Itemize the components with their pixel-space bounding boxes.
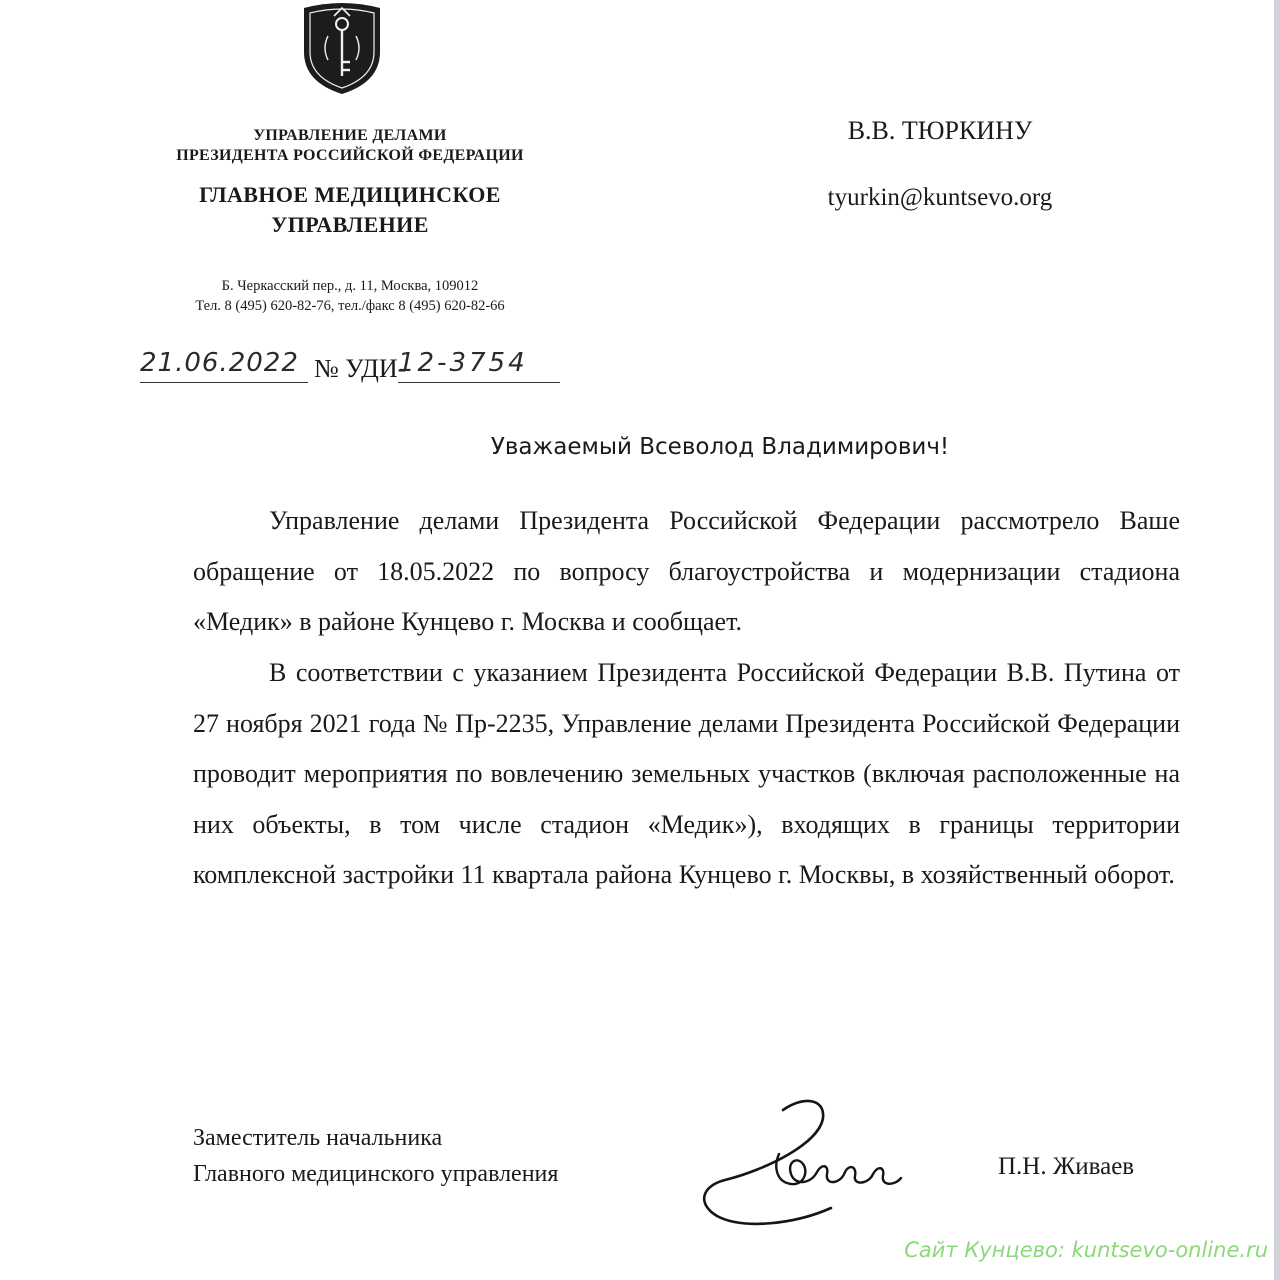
body-paragraph-2: В соответствии с указанием Президента Российской Федерации В.В. Путина от 27 ноября 2021 года № Пр-2235, Управление делами Президента Российской Федерации проводит мероприятия по вовлечению земельных участков (включая расположенные на них объекты, в том числе стадион «Медик»), входящих в границы территории комплексной застройки 11 квартала района Кунцево г. Москвы, в хозяйственный оборот. [193, 658, 1180, 889]
registration-date: 21.06.2022 [140, 348, 299, 378]
org-name [130, 126, 570, 166]
recipient-name: В.В. ТЮРКИНУ [847, 116, 1033, 145]
signer-title-line-1: Заместитель начальника [193, 1125, 443, 1151]
salutation: Уважаемый Всеволод Владимирович! [490, 434, 950, 460]
signer-name: П.Н. Живаев [998, 1153, 1135, 1180]
number-underline [398, 382, 560, 383]
recipient-email: tyurkin@kuntsevo.org [827, 184, 1053, 211]
date-underline [140, 382, 308, 383]
letterhead-contacts [120, 276, 580, 316]
registration-line [140, 348, 580, 392]
coat-of-arms-key-icon [298, 0, 386, 96]
org-name-line-1: УПРАВЛЕНИЕ ДЕЛАМИ [253, 127, 447, 144]
registration-number: 12-3754 [398, 348, 528, 378]
org-name-line-2: ПРЕЗИДЕНТА РОССИЙСКОЙ ФЕДЕРАЦИИ [176, 147, 524, 164]
letterhead-phones: Тел. 8 (495) 620-82-76, тел./факс 8 (495) 620-82-66 [195, 298, 505, 314]
department-name [130, 180, 570, 240]
signer-title [193, 1120, 558, 1192]
body-paragraph-1: Управление делами Президента Российской Федерации рассмотрело Ваше обращение от 18.05.2022 по вопросу благоустройства и модернизации стадиона «Медик» в районе Кунцево г. Москва и сообщает. [193, 506, 1180, 636]
department-name-line-2: УПРАВЛЕНИЕ [271, 212, 429, 237]
site-watermark: Сайт Кунцево: kuntsevo-online.ru [904, 1238, 1268, 1262]
signer-title-line-2: Главного медицинского управления [193, 1161, 559, 1187]
letterhead-address: Б. Черкасский пер., д. 11, Москва, 109012 [221, 278, 479, 294]
registration-prefix: № УДИ- [314, 354, 407, 383]
department-name-line-1: ГЛАВНОЕ МЕДИЦИНСКОЕ [199, 182, 501, 207]
handwritten-signature [695, 1092, 915, 1242]
